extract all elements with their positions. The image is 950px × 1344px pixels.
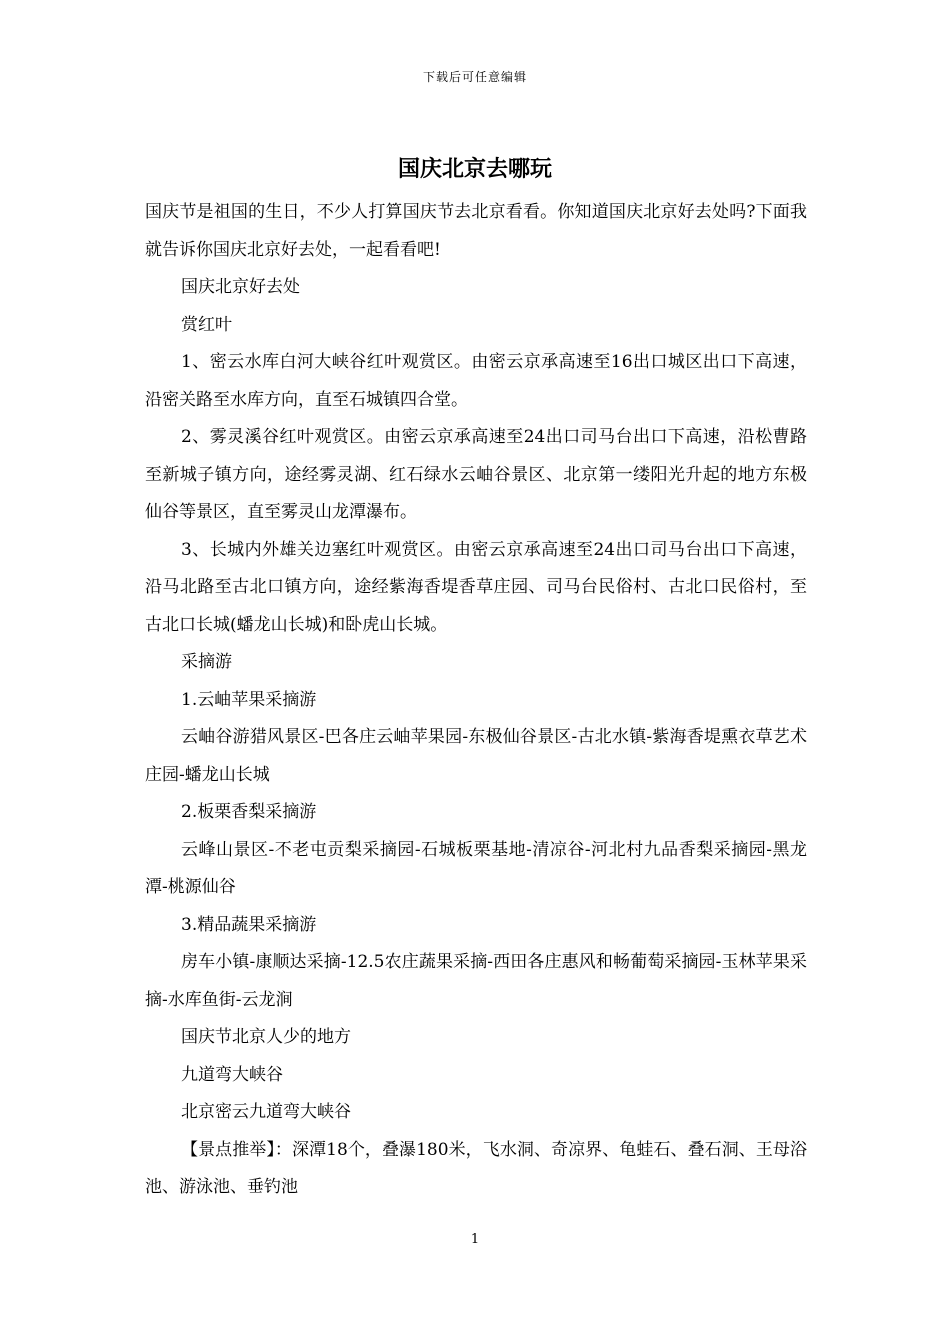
paragraph-apple-route: 云岫谷游猎风景区-巴各庄云岫苹果园-东极仙谷景区-古北水镇-紫海香堤熏衣草艺术庄园-蟠龙山长城 (145, 727, 807, 785)
list-item-chestnut-pear: 2.板栗香梨采摘游 (181, 802, 317, 822)
document-body (145, 194, 807, 1207)
document-title: 国庆北京去哪玩 (397, 157, 552, 182)
paragraph-attractions: 【景点推举】：深潭18个，叠瀑180米，飞水洞、奇凉界、龟蛙石、叠石洞、王母浴池、游泳池、垂钓池 (145, 1139, 807, 1197)
list-item-vegetable-fruit: 3.精品蔬果采摘游 (181, 914, 317, 935)
subheading-red-leaves: 赏红叶 (181, 314, 232, 335)
list-item-apple-picking: 1.云岫苹果采摘游 (181, 689, 317, 710)
subheading-picking-tour: 采摘游 (181, 652, 232, 672)
page-number: 1 (470, 1232, 480, 1247)
paragraph-red-leaves-1: 1、密云水库白河大峡谷红叶观赏区。由密云京承高速至16出口城区出口下高速，沿密关路至水库方向，直至石城镇四合堂。 (145, 352, 807, 410)
paragraph-red-leaves-3: 3、长城内外雄关边塞红叶观赏区。由密云京承高速至24出口司马台出口下高速，沿马北路至古北口镇方向，途经紫海香堤香草庄园、司马台民俗村、古北口民俗村，至古北口长城(蟠龙山长城)和卧虎山长城。 (145, 539, 807, 635)
paragraph-intro: 国庆节是祖国的生日，不少人打算国庆节去北京看看。你知道国庆北京好去处吗?下面我就告诉你国庆北京好去处，一起看看吧! (145, 202, 807, 260)
section-heading-destinations: 国庆北京好去处 (181, 277, 300, 297)
paragraph-vegetable-route: 房车小镇-康顺达采摘-12.5农庄蔬果采摘-西田各庄惠风和畅葡萄采摘园-玉林苹果采摘-水库鱼街-云龙涧 (145, 952, 807, 1010)
paragraph-red-leaves-2: 2、雾灵溪谷红叶观赏区。由密云京承高速至24出口司马台出口下高速，沿松曹路至新城子镇方向，途经雾灵湖、红石绿水云岫谷景区、北京第一缕阳光升起的地方东极仙谷等景区，直至雾灵山龙潭瀑布。 (145, 427, 807, 522)
section-heading-quiet-places: 国庆节北京人少的地方 (181, 1027, 351, 1047)
subheading-jiudaowan: 九道弯大峡谷 (181, 1064, 283, 1085)
paragraph-chestnut-route: 云峰山景区-不老屯贡梨采摘园-石城板栗基地-清凉谷-河北村九品香梨采摘园-黑龙潭-桃源仙谷 (145, 839, 807, 897)
header-note: 下载后可任意编辑 (422, 70, 527, 84)
paragraph-jiudaowan-name: 北京密云九道弯大峡谷 (181, 1102, 351, 1122)
